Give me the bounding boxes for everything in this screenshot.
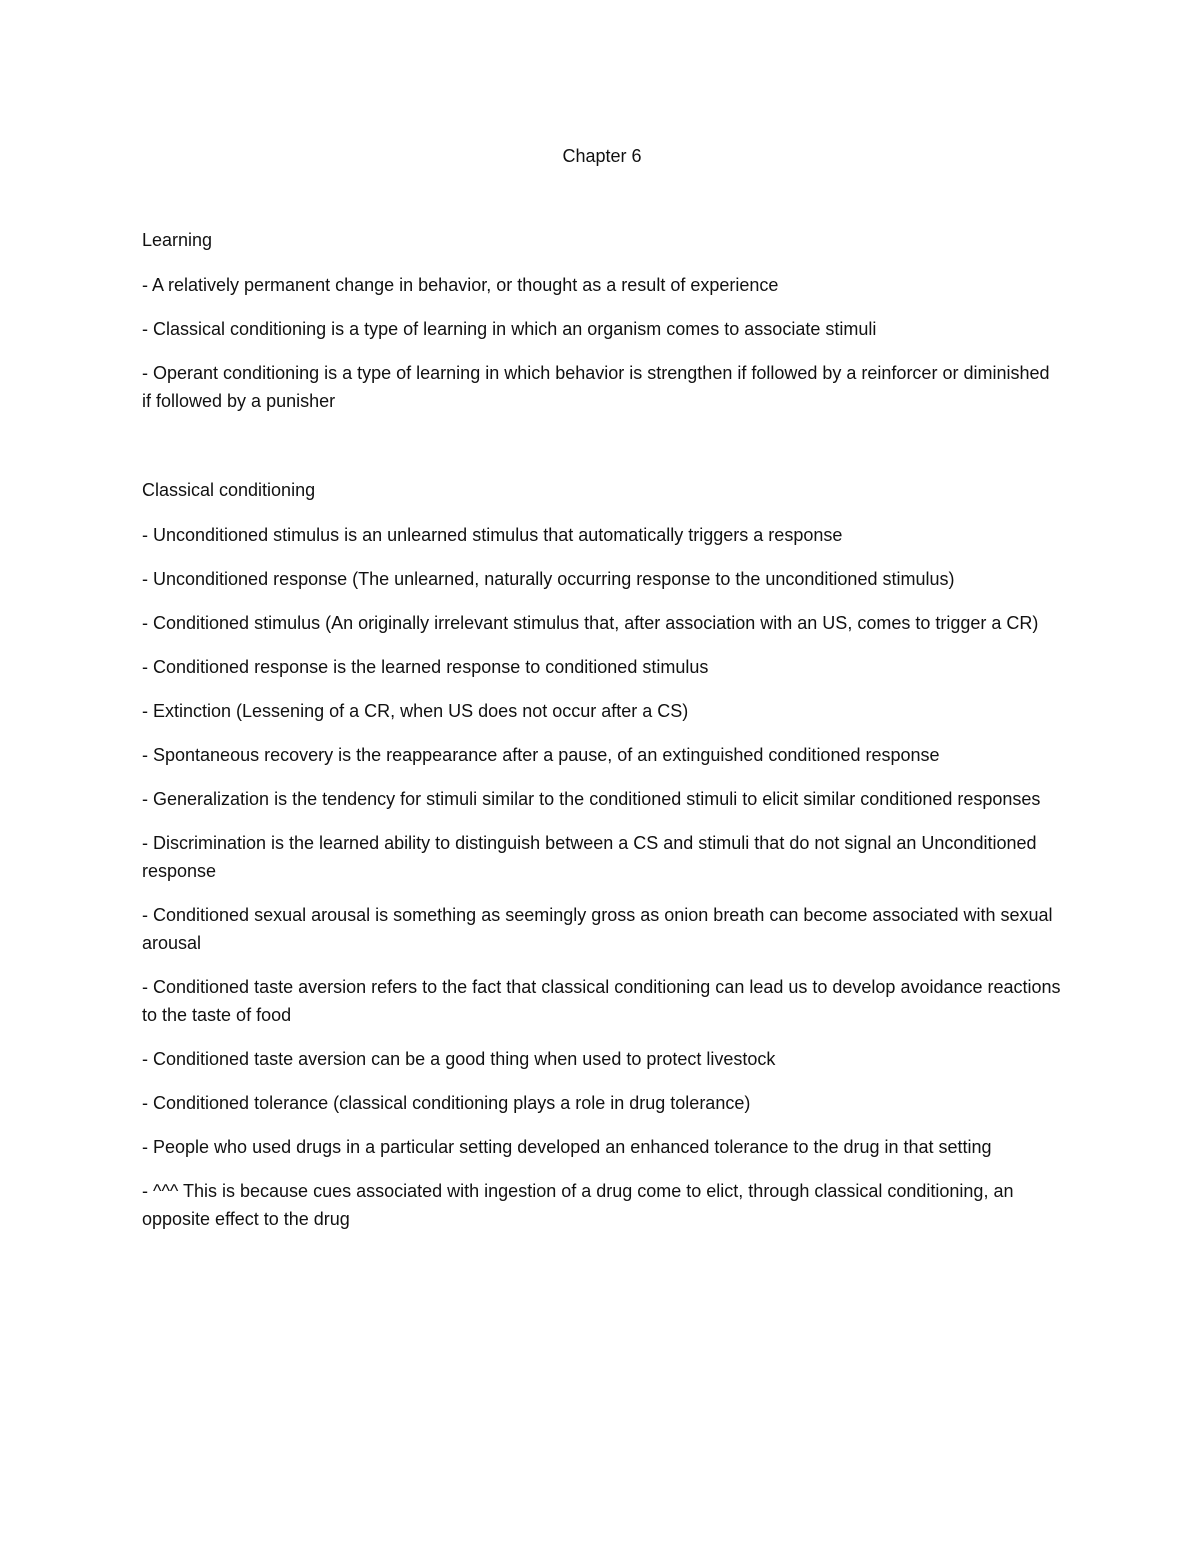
list-item: - Conditioned stimulus (An originally irrelevant stimulus that, after association with an US, comes to trigger a CR)	[142, 613, 1039, 633]
list-item: - ^^^ This is because cues associated with ingestion of a drug come to elict, through classical conditioning, an opposite effect to the drug	[142, 1181, 1014, 1229]
list-item: - Classical conditioning is a type of learning in which an organism comes to associate stimuli	[142, 319, 877, 339]
list-item: - Spontaneous recovery is the reappearance after a pause, of an extinguished conditioned response	[142, 745, 940, 765]
section-classical-conditioning	[142, 476, 1062, 1233]
list-item: - Conditioned taste aversion can be a good thing when used to protect livestock	[142, 1049, 776, 1069]
page-title: Chapter 6	[562, 146, 642, 166]
document-content	[142, 142, 1062, 1249]
section-heading: Learning	[142, 230, 213, 250]
section-learning	[142, 226, 1062, 415]
list-item: - Conditioned sexual arousal is something as seemingly gross as onion breath can become associated with sexual arousal	[142, 905, 1053, 953]
list-item: - A relatively permanent change in behavior, or thought as a result of experience	[142, 275, 779, 295]
section-heading: Classical conditioning	[142, 480, 316, 500]
list-item: - Unconditioned stimulus is an unlearned stimulus that automatically triggers a response	[142, 525, 843, 545]
list-item: - Extinction (Lessening of a CR, when US does not occur after a CS)	[142, 701, 689, 721]
list-item: - Operant conditioning is a type of learning in which behavior is strengthen if followed by a reinforcer or diminished if followed by a punisher	[142, 363, 1050, 411]
list-item: - Conditioned tolerance (classical conditioning plays a role in drug tolerance)	[142, 1093, 751, 1113]
section-divider	[142, 431, 1062, 476]
list-item: - Conditioned taste aversion refers to the fact that classical conditioning can lead us to develop avoidance reactions to the taste of food	[142, 977, 1061, 1025]
list-item: - Conditioned response is the learned response to conditioned stimulus	[142, 657, 709, 677]
list-item: - People who used drugs in a particular setting developed an enhanced tolerance to the drug in that setting	[142, 1137, 992, 1157]
list-item: - Discrimination is the learned ability to distinguish between a CS and stimuli that do not signal an Unconditioned response	[142, 833, 1037, 881]
list-item: - Unconditioned response (The unlearned, naturally occurring response to the unconditioned stimulus)	[142, 569, 955, 589]
list-item: - Generalization is the tendency for stimuli similar to the conditioned stimuli to elicit similar conditioned responses	[142, 789, 1041, 809]
